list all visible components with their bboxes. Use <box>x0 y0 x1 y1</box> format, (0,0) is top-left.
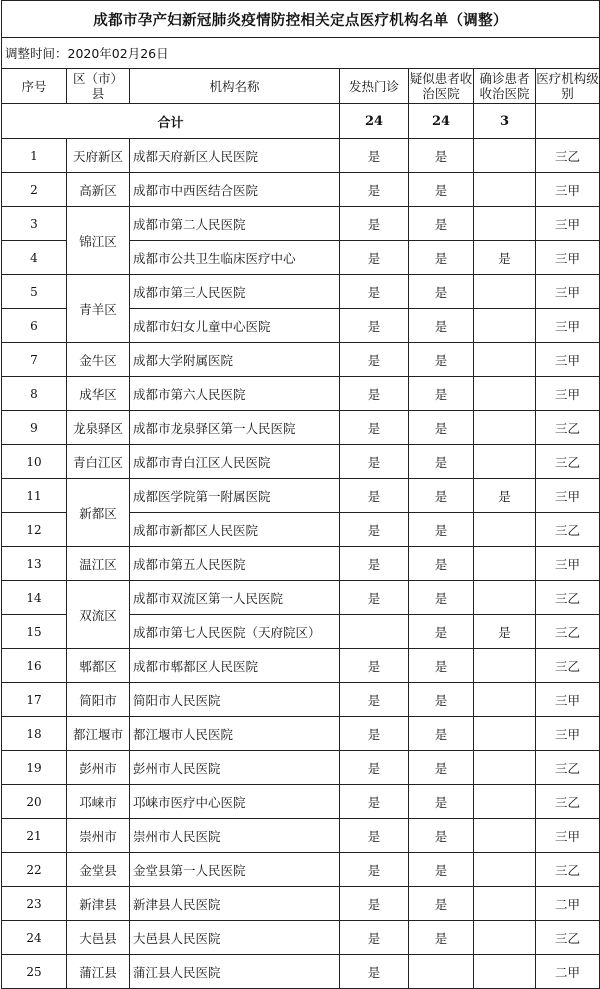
row-seq: 9 <box>2 411 67 445</box>
row-suspected: 是 <box>409 649 474 683</box>
row-suspected: 是 <box>409 785 474 819</box>
row-suspected: 是 <box>409 343 474 377</box>
total-suspected: 24 <box>409 104 474 139</box>
row-confirmed <box>474 139 536 173</box>
row-fever: 是 <box>340 445 409 479</box>
row-district: 大邑县 <box>67 921 130 955</box>
row-confirmed <box>474 785 536 819</box>
table-row <box>2 275 600 309</box>
row-seq: 3 <box>2 207 67 241</box>
row-level: 三甲 <box>536 207 600 241</box>
row-name: 成都医学院第一附属医院 <box>130 479 340 513</box>
row-level: 二甲 <box>536 887 600 921</box>
row-seq: 25 <box>2 955 67 989</box>
row-district: 双流区 <box>67 581 130 649</box>
row-fever: 是 <box>340 377 409 411</box>
row-level: 三甲 <box>536 717 600 751</box>
row-seq: 16 <box>2 649 67 683</box>
total-row <box>2 104 600 139</box>
row-level: 三甲 <box>536 819 600 853</box>
row-level: 三甲 <box>536 275 600 309</box>
header-seq: 序号 <box>2 69 67 104</box>
row-name: 成都市公共卫生临床医疗中心 <box>130 241 340 275</box>
row-seq: 13 <box>2 547 67 581</box>
row-name: 金堂县第一人民医院 <box>130 853 340 887</box>
row-level: 三乙 <box>536 853 600 887</box>
row-suspected: 是 <box>409 887 474 921</box>
row-confirmed <box>474 887 536 921</box>
row-fever: 是 <box>340 955 409 989</box>
table-row <box>2 683 600 717</box>
row-name: 新津县人民医院 <box>130 887 340 921</box>
row-fever: 是 <box>340 275 409 309</box>
row-suspected: 是 <box>409 853 474 887</box>
row-confirmed <box>474 275 536 309</box>
row-level: 三乙 <box>536 445 600 479</box>
row-fever: 是 <box>340 853 409 887</box>
row-seq: 11 <box>2 479 67 513</box>
row-fever: 是 <box>340 479 409 513</box>
row-seq: 19 <box>2 751 67 785</box>
row-suspected: 是 <box>409 683 474 717</box>
row-seq: 2 <box>2 173 67 207</box>
table-row <box>2 343 600 377</box>
row-confirmed <box>474 683 536 717</box>
row-name: 彭州市人民医院 <box>130 751 340 785</box>
row-fever: 是 <box>340 887 409 921</box>
row-suspected: 是 <box>409 717 474 751</box>
row-level: 三甲 <box>536 547 600 581</box>
total-fever: 24 <box>340 104 409 139</box>
row-seq: 17 <box>2 683 67 717</box>
row-confirmed <box>474 853 536 887</box>
row-suspected: 是 <box>409 445 474 479</box>
table-row <box>2 717 600 751</box>
row-seq: 4 <box>2 241 67 275</box>
row-fever: 是 <box>340 581 409 615</box>
header-suspected: 疑似患者收治医院 <box>409 69 474 104</box>
row-fever: 是 <box>340 717 409 751</box>
header-level: 医疗机构级别 <box>536 69 600 104</box>
row-level: 三乙 <box>536 751 600 785</box>
row-fever: 是 <box>340 241 409 275</box>
row-fever: 是 <box>340 173 409 207</box>
row-name: 邛崃市医疗中心医院 <box>130 785 340 819</box>
row-district: 崇州市 <box>67 819 130 853</box>
row-suspected: 是 <box>409 479 474 513</box>
total-label: 合计 <box>2 104 340 139</box>
row-seq: 10 <box>2 445 67 479</box>
table-row <box>2 173 600 207</box>
table-row <box>2 411 600 445</box>
hospital-list-table <box>1 0 600 989</box>
row-suspected: 是 <box>409 819 474 853</box>
row-fever: 是 <box>340 547 409 581</box>
header-name: 机构名称 <box>130 69 340 104</box>
row-level: 三甲 <box>536 683 600 717</box>
row-suspected: 是 <box>409 513 474 547</box>
row-suspected: 是 <box>409 275 474 309</box>
row-seq: 12 <box>2 513 67 547</box>
header-district: 区（市）县 <box>67 69 130 104</box>
row-confirmed <box>474 581 536 615</box>
row-suspected: 是 <box>409 241 474 275</box>
row-name: 成都市第三人民医院 <box>130 275 340 309</box>
row-fever: 是 <box>340 683 409 717</box>
row-confirmed <box>474 717 536 751</box>
row-suspected: 是 <box>409 139 474 173</box>
row-fever: 是 <box>340 309 409 343</box>
row-suspected <box>409 955 474 989</box>
table-row <box>2 751 600 785</box>
row-suspected: 是 <box>409 921 474 955</box>
row-district: 金堂县 <box>67 853 130 887</box>
row-fever: 是 <box>340 785 409 819</box>
adjust-time: 调整时间：2020年02月26日 <box>2 38 600 69</box>
row-seq: 24 <box>2 921 67 955</box>
row-district: 青羊区 <box>67 275 130 343</box>
row-name: 成都市第五人民医院 <box>130 547 340 581</box>
row-suspected: 是 <box>409 411 474 445</box>
row-confirmed: 是 <box>474 615 536 649</box>
row-confirmed <box>474 173 536 207</box>
row-name: 大邑县人民医院 <box>130 921 340 955</box>
row-district: 蒲江县 <box>67 955 130 989</box>
row-district: 金牛区 <box>67 343 130 377</box>
row-name: 成都市新都区人民医院 <box>130 513 340 547</box>
row-confirmed: 是 <box>474 479 536 513</box>
row-name: 都江堰市人民医院 <box>130 717 340 751</box>
row-fever: 是 <box>340 343 409 377</box>
table-header-row <box>2 69 600 104</box>
table-row <box>2 921 600 955</box>
row-confirmed <box>474 343 536 377</box>
table-row <box>2 887 600 921</box>
row-district: 青白江区 <box>67 445 130 479</box>
row-district: 龙泉驿区 <box>67 411 130 445</box>
document-title: 成都市孕产妇新冠肺炎疫情防控相关定点医疗机构名单（调整） <box>2 1 600 38</box>
row-fever: 是 <box>340 921 409 955</box>
row-confirmed <box>474 513 536 547</box>
table-row <box>2 445 600 479</box>
row-level: 三甲 <box>536 479 600 513</box>
table-row <box>2 649 600 683</box>
row-confirmed <box>474 819 536 853</box>
row-seq: 22 <box>2 853 67 887</box>
row-name: 成都市青白江区人民医院 <box>130 445 340 479</box>
row-suspected: 是 <box>409 309 474 343</box>
row-name: 成都市第六人民医院 <box>130 377 340 411</box>
table-row <box>2 819 600 853</box>
row-suspected: 是 <box>409 173 474 207</box>
row-suspected: 是 <box>409 377 474 411</box>
row-fever: 是 <box>340 751 409 785</box>
row-confirmed <box>474 955 536 989</box>
row-district: 彭州市 <box>67 751 130 785</box>
row-name: 成都市双流区第一人民医院 <box>130 581 340 615</box>
row-name: 成都市妇女儿童中心医院 <box>130 309 340 343</box>
row-level: 三乙 <box>536 411 600 445</box>
row-district: 温江区 <box>67 547 130 581</box>
row-level: 三乙 <box>536 581 600 615</box>
row-suspected: 是 <box>409 207 474 241</box>
row-level: 三乙 <box>536 615 600 649</box>
row-suspected: 是 <box>409 581 474 615</box>
row-district: 郫都区 <box>67 649 130 683</box>
row-seq: 8 <box>2 377 67 411</box>
row-confirmed <box>474 751 536 785</box>
table-row <box>2 955 600 989</box>
row-confirmed <box>474 445 536 479</box>
row-fever: 是 <box>340 139 409 173</box>
row-level: 三甲 <box>536 241 600 275</box>
table-row <box>2 581 600 615</box>
row-confirmed <box>474 547 536 581</box>
row-level: 三甲 <box>536 173 600 207</box>
row-name: 成都大学附属医院 <box>130 343 340 377</box>
row-fever: 是 <box>340 207 409 241</box>
row-confirmed <box>474 921 536 955</box>
row-name: 成都市郫都区人民医院 <box>130 649 340 683</box>
row-confirmed <box>474 309 536 343</box>
row-name: 成都天府新区人民医院 <box>130 139 340 173</box>
row-level: 三甲 <box>536 309 600 343</box>
row-district: 成华区 <box>67 377 130 411</box>
row-fever: 是 <box>340 649 409 683</box>
row-level: 三乙 <box>536 921 600 955</box>
row-name: 成都市中西医结合医院 <box>130 173 340 207</box>
row-level: 三乙 <box>536 649 600 683</box>
row-fever: 是 <box>340 411 409 445</box>
total-confirmed: 3 <box>474 104 536 139</box>
row-fever: 是 <box>340 513 409 547</box>
row-name: 成都市第二人民医院 <box>130 207 340 241</box>
row-name: 崇州市人民医院 <box>130 819 340 853</box>
row-suspected: 是 <box>409 751 474 785</box>
row-level: 三甲 <box>536 343 600 377</box>
table-row <box>2 207 600 241</box>
table-row <box>2 785 600 819</box>
table-row <box>2 377 600 411</box>
row-seq: 21 <box>2 819 67 853</box>
row-seq: 14 <box>2 581 67 615</box>
row-level: 三甲 <box>536 377 600 411</box>
row-confirmed <box>474 649 536 683</box>
table-row <box>2 139 600 173</box>
row-seq: 15 <box>2 615 67 649</box>
header-fever: 发热门诊 <box>340 69 409 104</box>
row-level: 三乙 <box>536 785 600 819</box>
row-name: 成都市第七人民医院（天府院区） <box>130 615 340 649</box>
row-confirmed <box>474 411 536 445</box>
table-row <box>2 853 600 887</box>
row-fever <box>340 615 409 649</box>
header-confirmed: 确诊患者收治医院 <box>474 69 536 104</box>
row-level: 三乙 <box>536 513 600 547</box>
row-confirmed <box>474 377 536 411</box>
row-name: 简阳市人民医院 <box>130 683 340 717</box>
row-district: 锦江区 <box>67 207 130 275</box>
row-seq: 1 <box>2 139 67 173</box>
row-district: 新津县 <box>67 887 130 921</box>
row-name: 蒲江县人民医院 <box>130 955 340 989</box>
row-district: 都江堰市 <box>67 717 130 751</box>
row-seq: 7 <box>2 343 67 377</box>
row-name: 成都市龙泉驿区第一人民医院 <box>130 411 340 445</box>
row-district: 新都区 <box>67 479 130 547</box>
row-seq: 18 <box>2 717 67 751</box>
row-seq: 6 <box>2 309 67 343</box>
row-district: 邛崃市 <box>67 785 130 819</box>
row-seq: 5 <box>2 275 67 309</box>
total-level <box>536 104 600 139</box>
row-fever: 是 <box>340 819 409 853</box>
row-suspected: 是 <box>409 615 474 649</box>
table-row <box>2 547 600 581</box>
row-seq: 20 <box>2 785 67 819</box>
row-confirmed <box>474 207 536 241</box>
row-seq: 23 <box>2 887 67 921</box>
row-level: 三乙 <box>536 139 600 173</box>
row-confirmed: 是 <box>474 241 536 275</box>
row-level: 二甲 <box>536 955 600 989</box>
row-suspected: 是 <box>409 547 474 581</box>
table-row <box>2 479 600 513</box>
row-district: 高新区 <box>67 173 130 207</box>
row-district: 简阳市 <box>67 683 130 717</box>
row-district: 天府新区 <box>67 139 130 173</box>
